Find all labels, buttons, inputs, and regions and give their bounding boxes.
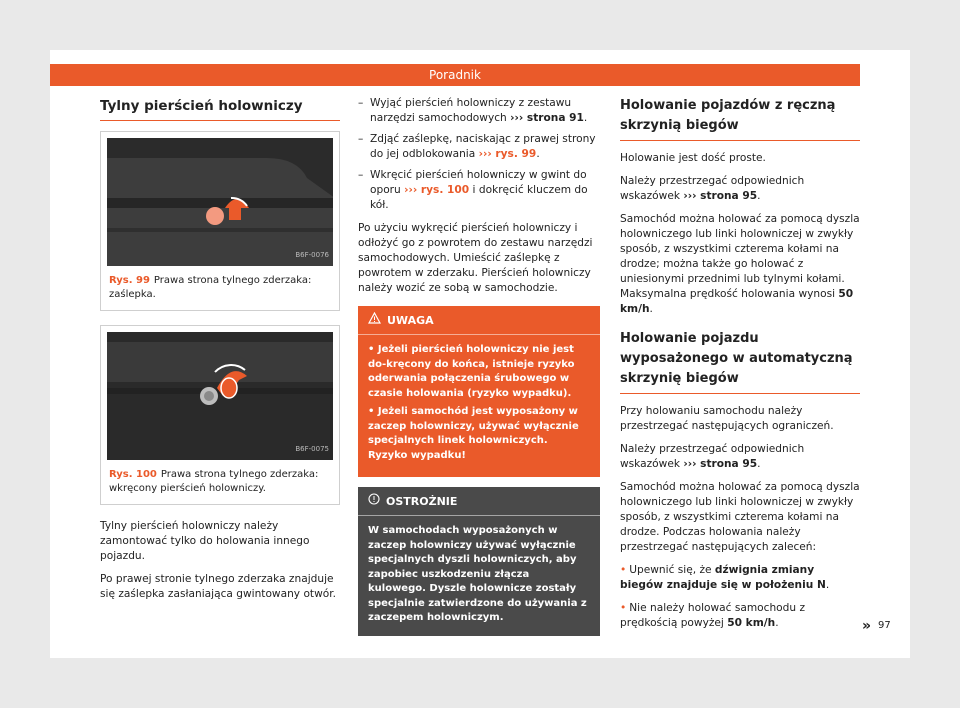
- figure-100: [100, 325, 340, 505]
- caution-header: [358, 487, 600, 516]
- bumper-cap-illustration: [107, 138, 333, 266]
- figure-caption-text: Prawa strona tylnego zderzaka: wkręcony pierścień holowniczy.: [109, 469, 319, 494]
- warning-title: UWAGA: [387, 313, 434, 327]
- section-heading: Tylny pierścień holowniczy: [100, 96, 340, 121]
- image-code: B6F-0075: [295, 445, 329, 453]
- tow-ring-photo: [107, 332, 333, 460]
- list-item: – Wyjąć pierścień holowniczy z zestawu narzędzi samochodowych ››› strona 91.: [358, 96, 600, 126]
- left-column: [100, 96, 340, 610]
- caution-box: [358, 487, 600, 636]
- body-paragraph: Po użyciu wykręcić pierścień holowniczy i odłożyć go z powrotem do zestawu narzędzi samochodowych. Umieścić zaślepkę z powrotem w zderzaku. Pierścień holowniczy należy wozić ze sobą w samochodzie.: [358, 222, 593, 294]
- section-header: Poradnik: [50, 64, 860, 86]
- figure-caption: [101, 466, 339, 504]
- warning-item: • Jeżeli samochód jest wyposażony w zaczep holowniczy, używać wyłącznie specjalnych linek holowniczych. Ryzyko wypadku!: [368, 406, 579, 461]
- list-item: – Zdjąć zaślepkę, naciskając z prawej strony do jej odblokowania ››› rys. 99.: [358, 132, 600, 162]
- warning-box: [358, 306, 600, 477]
- caution-body: W samochodach wyposażonych w zaczep holowniczy używać wyłącznie specjalnych dyszli holowniczych, aby zapobiec uszkodzeniu złącza kulowego. Dyszle holownicze zostały specjalnie zatwierdzone do używania z zaczepem holowniczym.: [368, 525, 587, 623]
- figure-caption: [101, 272, 339, 310]
- tow-ring-illustration: [107, 332, 333, 460]
- body-paragraph: Tylny pierścień holowniczy należy zamontować tylko do holowania innego pojazdu.: [100, 520, 310, 562]
- section-heading: Holowanie pojazdu wyposażonego w automatyczną skrzynię biegów: [620, 329, 860, 394]
- body-paragraph: Po prawej stronie tylnego zderzaka znajduje się zaślepka zasłaniająca gwintowany otwór.: [100, 573, 336, 600]
- continue-arrow: »: [862, 618, 872, 634]
- body-paragraph: Samochód można holować za pomocą dyszla holowniczego lub linki holowniczej w zwykły sposób, z wszystkimi czterema kołami na drodze; można także go holować z uniesionymi przednimi lub tylnymi kołami. Maksymalna prędkość holowania wynosi 50 km/h.: [620, 213, 860, 315]
- body-paragraph: Przy holowaniu samochodu należy przestrzegać następujących ograniczeń.: [620, 405, 834, 432]
- page-number: 97: [878, 620, 891, 631]
- body-paragraph: Należy przestrzegać odpowiednich wskazówek ››› strona 95.: [620, 175, 805, 202]
- figure-99: [100, 131, 340, 311]
- caution-title: OSTROŻNIE: [386, 494, 458, 508]
- section-heading: Holowanie pojazdów z ręczną skrzynią biegów: [620, 96, 860, 141]
- middle-column: [358, 96, 600, 636]
- bullet-item: • Upewnić się, że dźwignia zmiany biegów znajduje się w położeniu N.: [620, 564, 830, 591]
- warning-body: [358, 335, 600, 477]
- body-paragraph: Holowanie jest dość proste.: [620, 152, 766, 164]
- steps-list: [358, 96, 600, 213]
- right-column: [620, 96, 860, 639]
- figure-reference-link[interactable]: ››› rys. 99: [478, 148, 537, 160]
- body-paragraph: Samochód można holować za pomocą dyszla holowniczego lub linki holowniczej w zwykły sposób, z wszystkimi czterema kołami na drodze. Podczas holowania należy przestrzegać następujących zaleceń:: [620, 481, 860, 553]
- bumper-cap-photo: [107, 138, 333, 266]
- bullet-item: • Nie należy holować samochodu z prędkością powyżej 50 km/h.: [620, 602, 806, 629]
- list-item: – Wkręcić pierścień holowniczy w gwint do oporu ››› rys. 100 i dokręcić kluczem do kół.: [358, 168, 600, 213]
- figure-number: Rys. 99: [109, 275, 150, 286]
- page-reference-link[interactable]: ››› strona 95: [683, 190, 758, 202]
- image-code: B6F-0076: [295, 251, 329, 259]
- info-circle-icon: [368, 493, 380, 509]
- warning-item: • Jeżeli pierścień holowniczy nie jest do-kręcony do końca, istnieje ryzyko oderwania połączenia śrubowego w czasie holowania (ryzyko wypadku).: [368, 344, 575, 399]
- page-reference-link[interactable]: ››› strona 95: [683, 458, 758, 470]
- figure-reference-link[interactable]: ››› rys. 100: [404, 184, 470, 196]
- figure-number: Rys. 100: [109, 469, 157, 480]
- figure-caption-text: Prawa strona tylnego zderzaka: zaślepka.: [109, 275, 312, 300]
- warning-header: [358, 306, 600, 335]
- page-reference-link[interactable]: ››› strona 91: [510, 112, 584, 124]
- body-paragraph: Należy przestrzegać odpowiednich wskazówek ››› strona 95.: [620, 443, 805, 470]
- warning-triangle-icon: [368, 312, 381, 328]
